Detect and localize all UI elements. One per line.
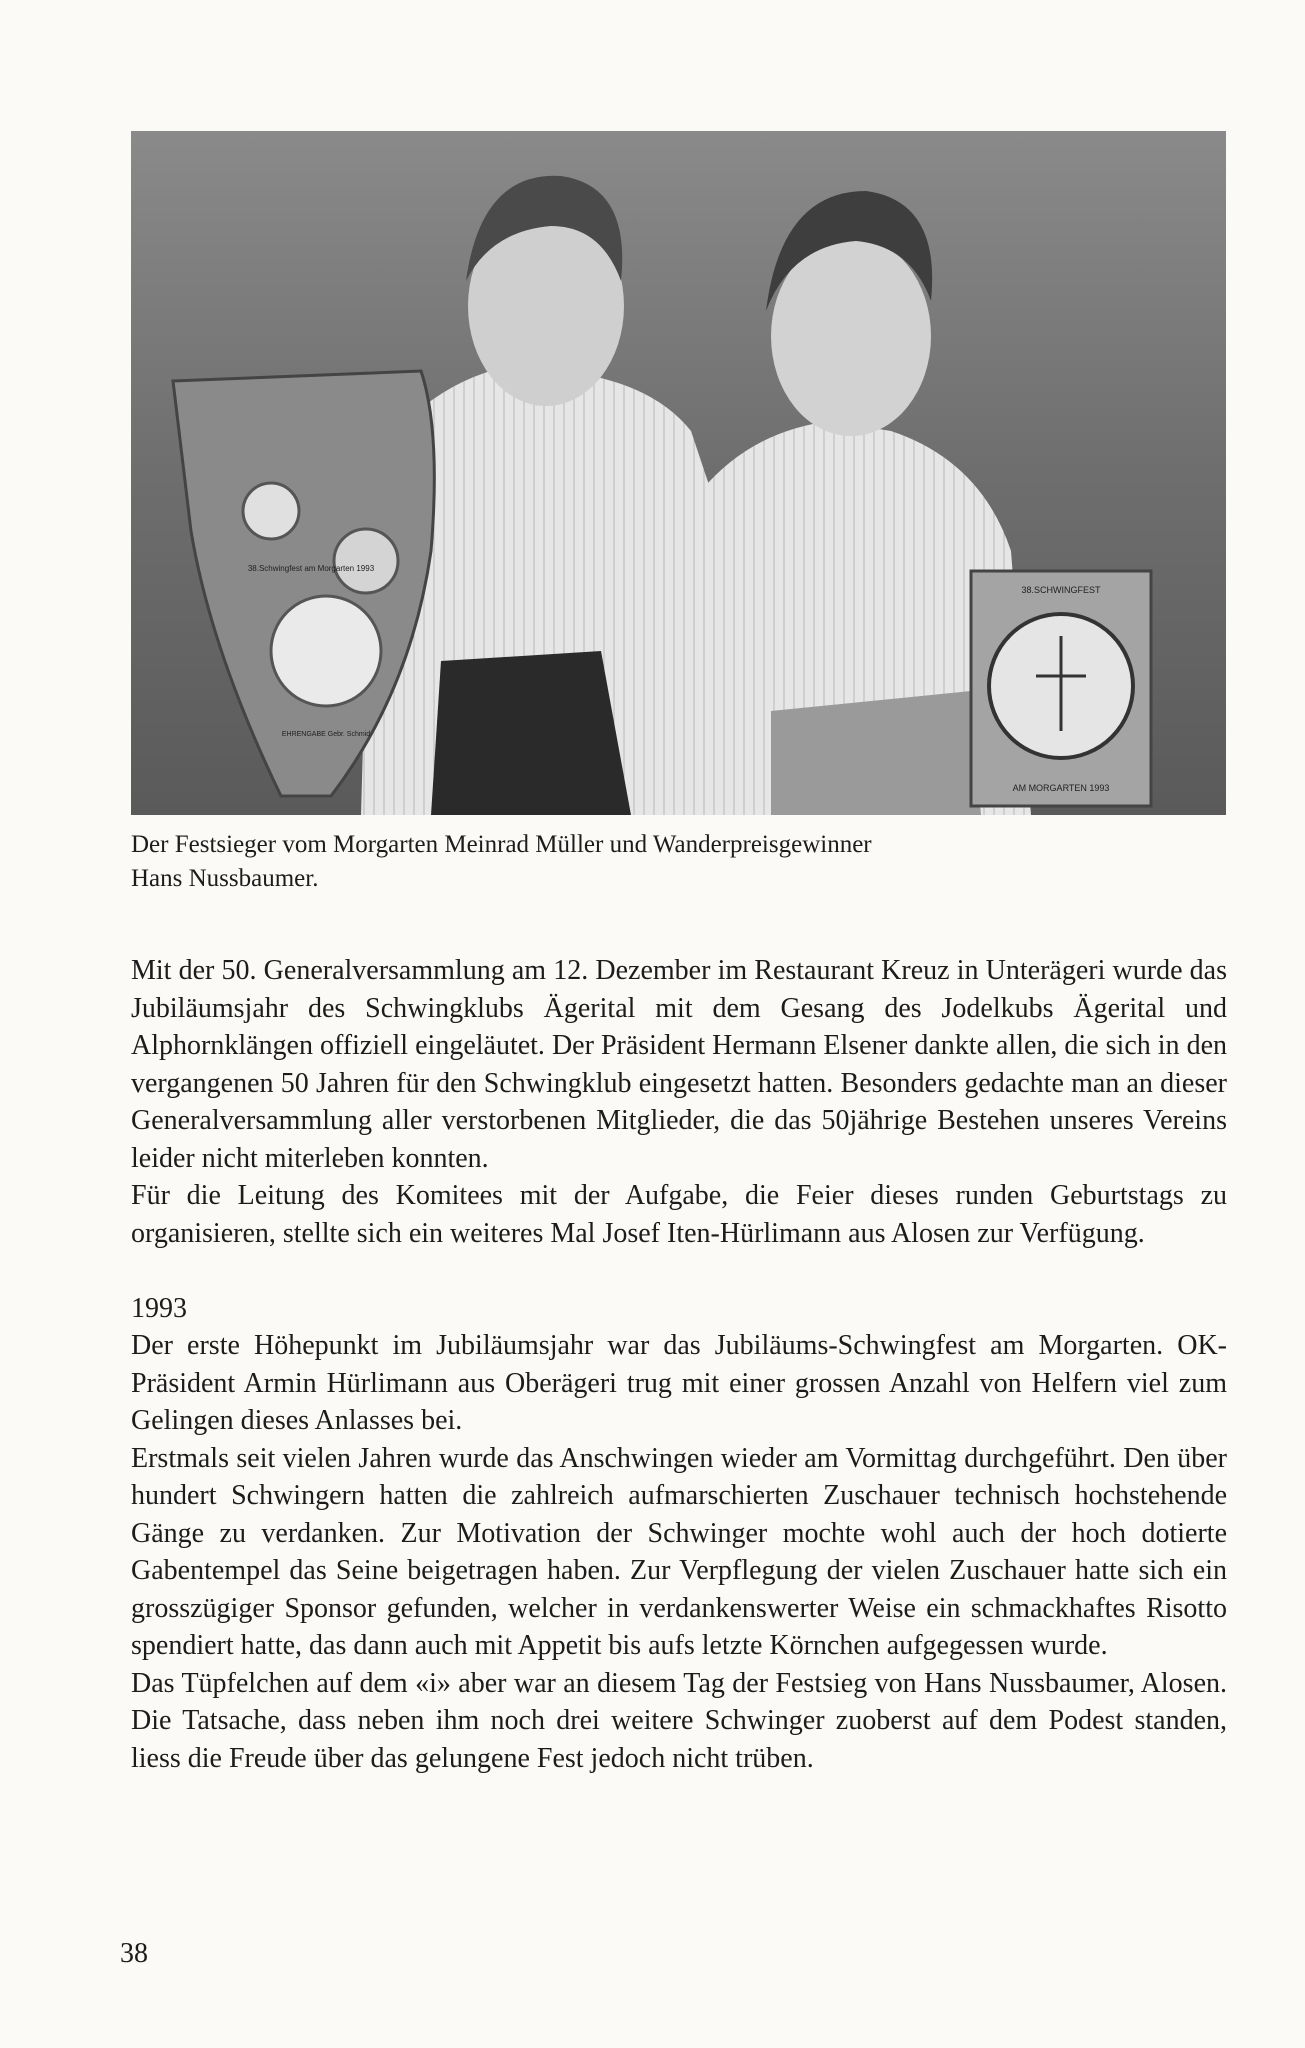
caption-line-1: Der Festsieger vom Morgarten Meinrad Müller und Wanderpreisgewinner	[131, 831, 872, 858]
plaque-right-bottom-label: AM MORGARTEN 1993	[1012, 783, 1110, 793]
paragraph-generalversammlung: Mit der 50. Generalversammlung am 12. Dezember im Restaurant Kreuz in Unterägeri wurde das Jubiläumsjahr des Schwingklubs Ägerital mit dem Gesang des Jodelkubs Ägerital und Alphornklängen offiziell eingeläutet. Der Präsident Hermann Elsener dankte allen, die sich in den vergangenen 50 Jahren für den Schwingklub eingesetzt hatten. Besonders gedachte man an dieser Generalversammlung aller verstorbenen Mitglieder, die das 50jährige Bestehen unseres Vereins leider nicht miterleben konnten.	[131, 955, 1227, 1174]
plaque-right-top-label: 38.SCHWINGFEST	[1021, 585, 1101, 595]
photo-image	[131, 131, 1226, 815]
trophy-plaque-right	[971, 571, 1151, 806]
page-number: 38	[120, 1938, 148, 1969]
plaque-left-label: 38.Schwingfest am Morgarten 1993	[247, 564, 375, 573]
photo-caption	[131, 828, 1231, 896]
plaque-left-bottom-label: EHRENGABE Gebr. Schmid	[281, 731, 371, 738]
article-body	[131, 952, 1227, 1777]
paragraph-schwingfest: Der erste Höhepunkt im Jubiläumsjahr war das Jubiläums-Schwingfest am Morgarten. OK-Präsident Armin Hürlimann aus Oberägeri trug mit einer grossen Anzahl von Helfern viel zum Gelingen dieses Anlasses bei.	[131, 1330, 1227, 1436]
paragraph-anschwingen: Erstmals seit vielen Jahren wurde das Anschwingen wieder am Vormittag durchgeführt. Den über hundert Schwingern hatten die zahlreich aufmarschierten Zuschauer technisch hochstehende Gänge zu verdanken. Zur Motivation der Schwinger mochte wohl auch der hoch dotierte Gabentempel das Seine beigetragen haben. Zur Verpflegung der vielen Zuschauer hatte sich ein grosszügiger Sponsor gefunden, welcher in verdankenswerter Weise ein schmackhaftes Risotto spendiert hatte, das dann auch mit Appetit bis aufs letzte Körnchen aufgegessen wurde.	[131, 1442, 1227, 1661]
section-year-heading: 1993	[131, 1292, 187, 1324]
caption-line-2: Hans Nussbaumer.	[131, 865, 319, 892]
paragraph-festsieg: Das Tüpfelchen auf dem «i» aber war an diesem Tag der Festsieg von Hans Nussbaumer, Alosen. Die Tatsache, dass neben ihm noch drei weitere Schwinger zuoberst auf dem Podest standen, liess die Freude über das gelungene Fest jedoch nicht trüben.	[131, 1667, 1227, 1774]
paragraph-komitee: Für die Leitung des Komitees mit der Aufgabe, die Feier dieses runden Geburtstags zu organisieren, stellte sich ein weiteres Mal Josef Iten-Hürlimann aus Alosen zur Verfügung.	[131, 1180, 1227, 1249]
photo-two-wrestlers-with-trophies	[131, 131, 1226, 815]
